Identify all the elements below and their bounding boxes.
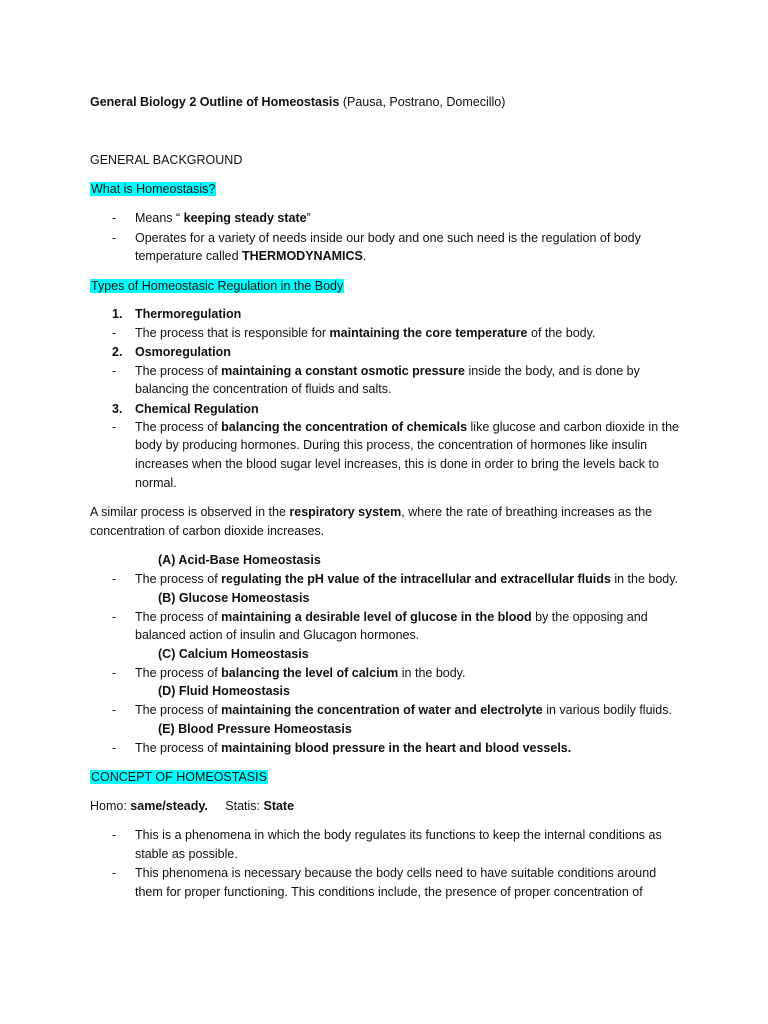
phenomena-text-2: stable as possible. [135, 847, 238, 861]
bullet-dash: - [112, 866, 117, 880]
acid-base-label: (A) Acid-Base Homeostasis [158, 553, 321, 567]
document-title: General Biology 2 Outline of Homeostasis (Pausa, Postrano, Domecillo) [90, 95, 506, 109]
homo-statis-line: Homo: same/steady. Statis: State [90, 799, 295, 813]
calcium-label: (C) Calcium Homeostasis [158, 647, 309, 661]
what-is-homeostasis-heading: What is Homeostasis? [91, 182, 216, 196]
thermo-number: 1. [112, 307, 123, 321]
chem-number: 3. [112, 402, 123, 416]
bullet-dash: - [112, 420, 117, 434]
osmo-title: Osmoregulation [135, 345, 231, 359]
bullet-dash: - [112, 610, 117, 624]
glucose-text: The process of maintaining a desirable level of glucose in the blood by the opposing and [135, 610, 648, 624]
acid-base-text: The process of regulating the pH value of the intracellular and extracellular fluids in the body. [135, 572, 679, 586]
operates-text-2: temperature called THERMODYNAMICS. [135, 249, 367, 263]
bullet-dash: - [112, 211, 117, 225]
bp-text: The process of maintaining blood pressure in the heart and blood vessels. [135, 741, 572, 755]
osmo-text: The process of maintaining a constant osmotic pressure inside the body, and is done by [135, 364, 640, 378]
bullet-dash: - [112, 326, 117, 340]
chem-text-3: increases when the blood sugar level increases, this is done in order to bring the levels back to [135, 457, 659, 471]
bullet-dash: - [112, 572, 117, 586]
phenomena-text: This is a phenomena in which the body regulates its functions to keep the internal conditions as [135, 828, 662, 842]
necessary-text: This phenomena is necessary because the body cells need to have suitable conditions around [135, 866, 657, 880]
chem-title: Chemical Regulation [135, 402, 259, 416]
chem-text-2: body by producing hormones. During this process, the concentration of hormones like insulin [135, 438, 648, 452]
fluid-label: (D) Fluid Homeostasis [158, 684, 290, 698]
similar-text-2: concentration of carbon dioxide increases. [90, 524, 325, 538]
thermo-text: The process that is responsible for maintaining the core temperature of the body. [135, 326, 596, 340]
operates-text: Operates for a variety of needs inside our body and one such need is the regulation of body [135, 231, 641, 245]
bullet-dash: - [112, 741, 117, 755]
bullet-dash: - [112, 666, 117, 680]
concept-heading: CONCEPT OF HOMEOSTASIS [91, 770, 267, 784]
glucose-label: (B) Glucose Homeostasis [158, 591, 310, 605]
bullet-dash: - [112, 231, 117, 245]
bp-label: (E) Blood Pressure Homeostasis [158, 722, 352, 736]
chem-text: The process of balancing the concentration of chemicals like glucose and carbon dioxide in the [135, 420, 679, 434]
bullet-dash: - [112, 364, 117, 378]
osmo-number: 2. [112, 345, 123, 359]
bullet-dash: - [112, 828, 117, 842]
fluid-text: The process of maintaining the concentration of water and electrolyte in various bodily fluids. [135, 703, 672, 717]
means-text: Means “ keeping steady state” [135, 211, 311, 225]
chem-text-4: normal. [135, 476, 177, 490]
general-background-heading: GENERAL BACKGROUND [90, 153, 243, 167]
calcium-text: The process of balancing the level of calcium in the body. [135, 666, 466, 680]
bullet-dash: - [112, 703, 117, 717]
similar-text: A similar process is observed in the respiratory system, where the rate of breathing increases as the [90, 505, 653, 519]
glucose-text-2: balanced action of insulin and Glucagon hormones. [135, 628, 420, 642]
thermo-title: Thermoregulation [135, 307, 242, 321]
osmo-text-2: balancing the concentration of fluids and salts. [135, 382, 392, 396]
necessary-text-2: them for proper functioning. This conditions include, the presence of proper concentration of [135, 885, 643, 899]
types-heading: Types of Homeostasic Regulation in the Body [91, 279, 344, 293]
